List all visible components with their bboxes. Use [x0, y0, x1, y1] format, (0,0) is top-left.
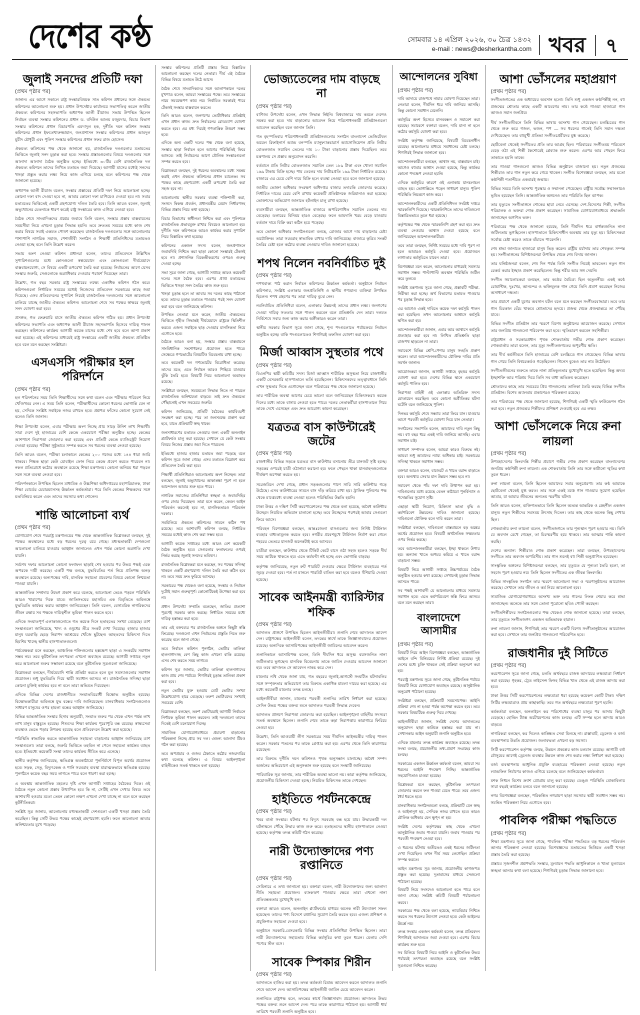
headline-former-law-minister: সাবেক আইনমন্ত্রী ব্যারিস্টার শফিক [259, 590, 384, 619]
page-number: ৭ [605, 35, 618, 57]
paragraph: ঢাকা উত্তর ও দক্ষিণ সিটি করপোরেশনের পক্ষ থেকে বলা হয়েছে, অবৈধ কাউন্টার উচ্ছেদে নিয়মিত অভিযান চালানো হচ্ছে। তবে উচ্ছেদের পরপরই আবার সেগুলো ফিরে আসে। [256, 503, 387, 522]
paragraph: বিভিন্ন সংগীত প্রতিষ্ঠান তার স্মরণে বিশেষ অনুষ্ঠানের আয়োজন করেছে। সেখানে তার জনপ্রিয় গানগুলো পরিবেশন করা হবে। স্মৃতিচারণ করবেন সহশিল্পীরা। [490, 321, 625, 333]
paragraph: নতুন ভোটার যুক্ত হওয়ায় মোট ভোটার সংখ্যা উল্লেখযোগ্য হারে বেড়েছে। তরুণ ভোটারদের সংখ্যাই সবচেয়ে বেশি। [161, 687, 246, 706]
paragraph: সরকারের পক্ষ থেকেও বলা হয়েছে, সংস্কার ও নির্বাচন দুটোই সমান গুরুত্বপূর্ণ। কোনোটিকেই উপেক্ষা করা হবে না। [161, 582, 246, 601]
paragraph: সভা সূত্রে জানা গেছে, আগামী সপ্তাহে আরও কয়েকটি দলের সঙ্গে বৈঠক হবে। এরপর প্রাপ্ত মতামতের ভিত্তিতে খসড়া সনদ তৈরির কাজ শুরু হবে। [161, 270, 246, 288]
paragraph: ইতিমধ্যে হাজার হাজার মতামত জমা পড়েছে বলে কমিশন সূত্রে জানা গেছে। এসব মতামত বিশ্লেষণ করে প্রতিবেদন তৈরি করা হবে। [161, 450, 246, 468]
paragraph: দেশের অন্যান্য শিল্পীরাও শোক প্রকাশ করেছেন। তারা বলছেন, উপমহাদেশের সংগীতে তার অবদান অপরিসীম। তার গান শুনেই বহু শিল্পী অনুপ্রাণিত হয়েছেন। [490, 547, 625, 560]
jump-line: (প্রথম পৃষ্ঠার পর) [15, 524, 51, 531]
paragraph: আদালত প্রাঙ্গণে নিরাপত্তা জোরদার করা হয়েছিল। আইনশৃঙ্খলা বাহিনীর সদস্যরা সতর্ক অবস্থানে ছিলেন। শুনানি শেষে তাকে কড়া নিরাপত্তায় কারাগারে ফিরিয়ে নেওয়া হয়। [256, 711, 387, 731]
headline-ssc-exam-visit: এসএসসি পরীক্ষার হল পরিদর্শনে [31, 355, 134, 384]
paragraph: সংগীতশিল্পীদের সংগঠনগুলোর পক্ষ থেকেও শোক জানানো হয়েছে। তারা বলছেন, তার মৃত্যুতে সংগীতজগৎ একজন অভিভাবক হারাল। [490, 610, 625, 622]
paragraph: সামাজিক যোগাযোগমাধ্যমে অসংখ্য ভক্ত তার গানের লিংক শেয়ার করে শ্রদ্ধা জানাচ্ছেন। অনেকে তার সঙ্গে তোলা পুরোনো ছবিও পোস্ট করছেন। [490, 594, 625, 607]
paragraph: তদন্ত সংস্থার একজন কর্মকর্তা বলেন, তদন্ত প্রতিবেদন শিগগিরই আদালতে জমা দেওয়া হবে। এরপর বিচার কার্যক্রম শুরু হবে। [397, 929, 480, 947]
jump-line: (প্রথম পৃষ্ঠার পর) [490, 830, 527, 837]
paragraph: পর্যবেক্ষকরা মনে করছেন, আঞ্চলিক শক্তিগুলোর হস্তক্ষেপ ছাড়া এ সংকটের সমাধান সম্ভব নয়। তবে কূটনৈতিক তৎপরতা এখনো অব্যাহত রয়েছে। আগামী সপ্তাহে নতুন করে আলোচনা শুরুর সম্ভাবনা রয়েছে বলে কূটনৈতিক সূত্রগুলো জানিয়েছে। [15, 647, 151, 666]
jump-line: (প্রথম পৃষ্ঠার পর) [256, 451, 292, 458]
paragraph: আইনজীবীরা জানান, মামলার পরবর্তী শুনানির তারিখ নির্ধারণ করা হয়েছে। সেদিন উভয় পক্ষের বক্তব্য শুনে আদালত পরবর্তী সিদ্ধান্ত দেবেন। [256, 696, 387, 708]
paragraph: আদালতে হাজির করা হয়। তদন্ত কর্মকর্তা রিমান্ড আবেদন করলে আদালত শুনানি শেষে আদেশ দেন। আসামিপক্ষের আইনজীবী জামিন চেয়ে আবেদন করেন। [256, 980, 387, 992]
paragraph: সেমিনারে এ তথ্য জানানো হয়। বক্তারা বলেন, নারী উদ্যোক্তাদের জন্য আলাদা নীতি সহায়তা প্রয়োজন। ব্যাংকঋণ পাওয়ার ক্ষেত্রে তারা এখনো নানা প্রতিবন্ধকতার মুখোমুখি হন। [256, 883, 387, 902]
paragraph: বিভিন্ন আন্তর্জাতিক সংস্থার হিসাব অনুযায়ী, সংঘাত শুরুর পর থেকে এখন পর্যন্ত লাখ লাখ মানুষ বাস্তুচ্যুত হয়েছে। শিশুদের শিক্ষা কার্যক্রম পুরোপুরি বন্ধ রয়েছে। স্বাস্থ্যসেবা ব্যবস্থাও ভেঙে পড়ার উপক্রম হয়েছে বলে প্রতিবেদনে উল্লেখ করা হয়েছে। [15, 714, 151, 733]
paragraph: সমাবেশে বিভিন্ন শ্রেণি-পেশার মানুষ সংহতি প্রকাশ করেন। তারা আন্দোলনকারীদের যৌক্তিক দাবির প্রতি সমর্থন জানান। [397, 347, 480, 366]
paragraph: আন্দোলনকারীদের একটি প্রতিনিধিদল সংশ্লিষ্ট দপ্তরে স্মারকলিপি দিয়েছে। স্মারকলিপিতে তাদের দাবিগুলো বিস্তারিতভাবে তুলে ধরা হয়েছে। [397, 200, 480, 219]
paragraph: ছোটবেলা থেকেই সংগীতের প্রতি তার আগ্রহ ছিল। পরিবারের সংগীতময় পরিবেশে বেড়ে ওঠা এই শিল্পী কৈশোরেই প্লেব্যাক শুরু করেন। এরপর আর পেছনে ফিরে তাকাতে হয়নি তাকে। [490, 141, 625, 160]
paragraph: শ্রোতাদের কাছে তার সবচেয়ে প্রিয় গানগুলোর তালিকা তৈরি করছে বিভিন্ন সংগীত প্রতিষ্ঠান। বিশেষ অ্যালবাম প্রকাশেরও পরিকল্পনা রয়েছে। [490, 383, 625, 396]
paragraph: সংশ্লিষ্ট দেশের কর্তৃপক্ষের কাছ থেকে এখনো আনুষ্ঠানিক জবাব পাওয়া যায়নি। জবাব পাওয়ার পর পরবর্তী পদক্ষেপ নেওয়া হবে। [397, 824, 480, 842]
paragraph: এদিকে বিভিন্ন দেশের রাজধানীতে সংঘাতবিরোধী বিক্ষোভ অনুষ্ঠিত হয়েছে। বিক্ষোভকারীরা অবিলম্বে যুদ্ধ বন্ধের দাবি জানিয়েছেন। মানবাধিকার সংগঠনগুলোও সাধারণ মানুষের ওপর হামলা বন্ধের আহ্বান জানিয়েছে। [15, 691, 151, 711]
paragraph: বিএনপির স্থায়ী কমিটির সদস্য মির্জা আব্বাস শারীরিক অসুস্থতা নিয়ে রাজধানীর একটি বেসরকারি হাসপাতালে ভর্তি হয়েছিলেন। চিকিৎসকদের তত্ত্বাবধানে তিনি এখন সুস্থতার দিকে এগোচ্ছেন বলে পরিবারের পক্ষ থেকে জানানো হয়েছে। [256, 370, 387, 389]
paragraph: তবে আন্দোলনকারীরা বলছেন, ইচ্ছা থাকলে উপায় হয়। অন্যান্য খাতে অপচয় কমিয়ে এ খাতে বরাদ্দ বাড়ানো সম্ভব। [397, 545, 480, 564]
paragraph: উপস্থিত নেতারা মনে করেন, জাতীয় ঐকমত্যের ভিত্তিতে গৃহীত সিদ্ধান্তই দীর্ঘমেয়াদে রাষ্ট্রকে স্থিতিশীল করবে। এজন্য সবাইকে ছাড় দেওয়ার মানসিকতা নিয়ে এগোতে হবে। [161, 312, 246, 336]
jump-line: (প্রথম পৃষ্ঠার পর) [256, 809, 292, 816]
paragraph: এদিকে সংঘাতপূর্ণ এলাকাগুলোতে গত কয়েক দিনে হতাহতের সংখ্যা বেড়েছে। ত্রাণ সংস্থাগুলো জানিয়েছে, খাদ্য ও ওষুধের তীব্র সংকট দেখা দিয়েছে। হাজার হাজার মানুষ ঘরবাড়ি ছেড়ে নিরাপদ আশ্রয়ের খোঁজে ছুটছেন। আহতদের চিকিৎসা দিতে হিমশিম খাচ্ছে স্থানীয় হাসপাতালগুলো। [15, 619, 151, 644]
paragraph: দীর্ঘ সংগীতজীবনে তিনি বিভিন্ন ভাষায় অসংখ্য গান গেয়েছেন। চলচ্চিত্রের গান থেকে শুরু করে গজল, ভজন, পপ — সব ধরনের গানেই তিনি সমান দক্ষতা দেখিয়েছেন। তার বহুমুখী প্রতিভা সংগীতপ্রেমীদের মুগ্ধ করেছে। [490, 119, 625, 138]
article-columns [10, 65, 630, 1014]
paragraph: শুনানিতে রাষ্ট্রপক্ষ বলে, তদন্তের স্বার্থে জিজ্ঞাসাবাদ প্রয়োজন। আদালত উভয় পক্ষের বক্তব্য শুনে আদেশ দেন। পরে তাকে কারাগারে পাঠানো হয়। আগামী ধার্য তারিখে পরবর্তী শুনানি অনুষ্ঠিত হবে। [256, 995, 387, 1014]
paragraph: পররাষ্ট্র মন্ত্রণালয় সূত্রে জানা গেছে, কূটনৈতিক পর্যায়ে বিষয়টি নিয়ে যোগাযোগ অব্যাহত রয়েছে। আনুষ্ঠানিক অনুরোধ পাঠানো হয়েছে। [397, 677, 480, 695]
paragraph: বৈঠকে আরও বলা হয়, সংস্কার প্রস্তাব বাস্তবায়নে সাংবিধানিক সংশোধনের প্রয়োজন হতে পারে। সেক্ষেত্রে গণভোটের বিষয়টিও বিবেচনায় রাখা হচ্ছে। [161, 339, 246, 357]
headline-bus-counter-congestion: যত্রতত্র বাস কাউন্টারেই জটের [267, 419, 376, 448]
paragraph: সভায় অংশ নেওয়া কমিশন প্রধানরা বলেন, তাদের প্রতিবেদনে উল্লিখিত সুপারিশগুলোর মধ্যে কোনগুলো স্বল্পমেয়াদে এবং কোনগুলো দীর্ঘমেয়াদে বাস্তবায়নযোগ্য, সে বিষয়ে একটি রূপরেখা তৈরি করা হয়েছে। নির্বাচনের আগে যেসব সংস্কার জরুরি, সেগুলোকে অগ্রাধিকার দেওয়ার পরামর্শ দিয়েছেন তারা। [15, 251, 151, 277]
paragraph: সামাজিক যোগাযোগমাধ্যমে প্রচারণা বাড়ানোর পরিকল্পনা নিচ্ছে প্রায় সব দল। এজন্য আলাদা টিমও গঠন করা হয়েছে। [161, 730, 246, 748]
jump-line: (প্রথম পৃষ্ঠার পর) [490, 663, 527, 670]
paragraph: শিক্ষা মন্ত্রণালয় সূত্রে জানা গেছে, পাবলিক পরীক্ষা পদ্ধতিতে বড় ধরনের পরিবর্তন আনার পরিকল্পনা নেওয়া হয়েছে। বিশেষজ্ঞদের মতামতের ভিত্তিতে একটি খসড়া প্রস্তাব তৈরি করা হয়েছে। [490, 838, 625, 857]
paragraph: কমিশনের একজন সদস্য বলেন, জনপ্রশাসনে জবাবদিহি নিশ্চিত করা ছাড়া কোনো সংস্কারই টেকসই হবে না। প্রশাসনিক বিকেন্দ্রীকরণের ওপরও গুরুত্ব দেওয়া হচ্ছে। [161, 242, 246, 267]
paragraph: স্থানীয় সরকার বিভাগ সূত্রে জানা গেছে, শূন্য পদগুলোতে পর্যায়ক্রমে নির্বাচন অনুষ্ঠিত হচ্ছে। বাকি পদগুলোতেও শিগগিরই তফসিল ঘোষণা করা হবে। [256, 325, 387, 337]
paragraph: কর্মসূচির অংশ হিসেবে মানববন্ধন ও সমাবেশ করা হয়েছে। সমাবেশে বক্তারা বলেন, দাবি মানা না হলে কঠোর কর্মসূচি ঘোষণা করা হবে। [397, 116, 480, 135]
paragraph: তার বিরুদ্ধে দুর্নীতি দমন কমিশনও পৃথক অনুসন্ধান চালাচ্ছে। অবৈধ সম্পদ অর্জনের অভিযোগে এই অনুসন্ধান শুরু হয়েছে বলে সংস্থাটি জানিয়েছে। [256, 756, 387, 768]
headline-july-charter: জুলাই সনদের প্রতিটি দফা [22, 72, 143, 86]
paragraph: পরিবারের পক্ষ থেকে জানানো হয়েছে, তিনি দীর্ঘদিন ধরে বার্ধক্যজনিত নানা জটিলতায় ভুগছিলেন। হাসপাতালে চিকিৎসাধীন অবস্থায় তার মৃত্যু হয়। চিকিৎসকরা সর্বোচ্চ চেষ্টা করেও তাকে বাঁচাতে পারেননি। [490, 223, 625, 242]
paragraph: সংশ্লিষ্ট মন্ত্রণালয় সূত্রে জানা গেছে, প্রস্তাবটি পরীক্ষা-নিরীক্ষা করা হচ্ছে। অর্থ বিভাগের মতামত পাওয়ার পর চূড়ান্ত সিদ্ধান্ত হবে। [397, 284, 480, 303]
paragraph: খবর বার্তা সংস্থার। ঘটনার পর বিদ্যুৎ সরবরাহ বন্ধ হয়ে যায়। উদ্ধারকারী দল ঘটনাস্থলে পৌঁছে উদ্ধার কাজ শুরু করে। হতাহতদের স্থানীয় হাসপাতালে নেওয়া হয়েছে। কর্তৃপক্ষ তদন্ত কমিটি গঠন করেছে। [256, 817, 387, 836]
paragraph: প্রসঙ্গত, গত ফেব্রুয়ারি মাসে জাতীয় ঐকমত্য কমিশন গঠিত হয়। প্রধান উপদেষ্টা কমিশনের সভাপতি এবং অধ্যাপক আলী রীয়াজ সহসভাপতি হিসেবে দায়িত্ব পালন করছেন। কমিশনের কার্যক্রম আগামী কয়েক মাসের মধ্যে শেষ হবে বলে আশা প্রকাশ করা হয়েছে। এই কমিশনের মাধ্যমেই রাষ্ট্র সংস্কারের একটি জাতীয় ঐকমত্য প্রতিষ্ঠিত হবে বলে মনে করছেন সংশ্লিষ্টরা। [15, 315, 151, 347]
paragraph: এ অবস্থায় আন্তর্জাতিক মহলের দৃষ্টি এখন আগামী সপ্তাহের বৈঠকের দিকে। ওই বৈঠকে নতুন কোনো প্রস্তাব উত্থাপিত হবে কি না, সেটিই এখন দেখার বিষয়। তবে আশাবাদী হওয়ার মতো তেমন কোনো লক্ষণ এখনো দেখা যাচ্ছে না বলে মনে করছেন কূটনীতিকরা। [15, 780, 151, 806]
paragraph: বিশেষজ্ঞরা মনে করেন, আলোচনার মাধ্যমেই সমস্যার সমাধান সম্ভব। পাল্টাপাল্টি অবস্থান পরিস্থিতি জটিল করে তুলবে। [397, 263, 480, 282]
headline-movement-benefit: আন্দোলনের সুবিধা [399, 72, 478, 83]
paragraph: তার শারীরিক অবস্থা আগের চেয়ে ভালো বলে জানিয়েছেন চিকিৎসকরা। কয়েক দিনের মধ্যে তাকে বাসায় নেওয়া হতে পারে। দলের নেতাকর্মীরা হাসপাতালে গিয়ে তাকে দেখে এসেছেন এবং দ্রুত আরোগ্য কামনা করেছেন। [256, 392, 387, 412]
headline-former-speaker-shirin: সাবেক স্পিকার শিরীন [272, 954, 371, 969]
paragraph: বিষয়টি নিয়ে আইন বিশেষজ্ঞরা বলছেন, আন্তর্জাতিক আইনে বন্দি বিনিময়ের নির্দিষ্ট প্রক্রিয়া রয়েছে। দুই দেশের মধ্যে চুক্তি থাকলে সেই প্রক্রিয়া অনুসরণ করা হয়। [397, 649, 480, 674]
headline-runa-laila-tribute: আশা ভোঁসলেকে নিয়ে রুনা লায়লা [494, 419, 621, 448]
paragraph: মশক নিধনে বিশেষ ক্র্যাশ প্রোগ্রাম চালু করা হয়েছে। ডেঙ্গু পরিস্থিতি মোকাবিলায় সারা বছরই কার্যক্রম চলবে বলে জানানো হয়েছে। [490, 777, 625, 790]
paragraph: মানবাধিকার সংগঠনগুলো বলছে, প্রক্রিয়াটি যেন স্বচ্ছ ও আইনানুগ হয়, সেদিকে নজর রাখতে হবে। কারও মৌলিক অধিকার যেন ক্ষুণ্ন না হয়। [397, 803, 480, 821]
paragraph: পরিদর্শনকালে উপস্থিত ছিলেন মাধ্যমিক ও উচ্চশিক্ষা অধিদপ্তরের মহাপরিচালক, ঢাকা শিক্ষা বোর্ডের চেয়ারম্যানসহ ঊর্ধ্বতন কর্মকর্তারা। পরে তিনি কেন্দ্রের শিক্ষকদের সঙ্গে মতবিনিময় করেন এবং তাদের সমস্যার কথা শোনেন। [15, 480, 151, 499]
paragraph: তার ঘনিষ্ঠজনরা বলেন, শেষ দিন পর্যন্ত তিনি সংগীত নিয়েই ভাবতেন। নতুন গান রেকর্ড করার ইচ্ছাও প্রকাশ করেছিলেন। কিন্তু শরীর আর সঙ্গ দেয়নি। [490, 261, 625, 273]
paragraph: স্থানীয় কর্তৃপক্ষ জানিয়েছে, ক্ষতিগ্রস্ত অবকাঠামো পুনর্নির্মাণে বিপুল অর্থের প্রয়োজন হবে। সড়ক, সেতু, বিদ্যুৎকেন্দ্র ও পানি সরবরাহ ব্যবস্থা মারাত্মকভাবে ক্ষতিগ্রস্ত হয়েছে। পুনর্গঠনে কয়েক বছর সময় লাগতে পারে বলে ধারণা করা হচ্ছে। [15, 758, 151, 777]
headline-women-entrepreneurs-export: নারী উদ্যোক্তাদের পণ্য রপ্তানিতে [269, 843, 374, 873]
jump-line: (প্রথম পৃষ্ঠার পর) [15, 386, 51, 393]
jump-line: (প্রথম পৃষ্ঠার পর) [256, 875, 292, 882]
paragraph: প্রধান উপদেষ্টা সম্প্রতি বলেছেন, জাতির প্রত্যাশা পূরণেই সরকার কাজ করছে। নির্ধারিত সময়ের মধ্যে দায়িত্ব হস্তান্তর করা হবে। [161, 603, 246, 622]
paragraph: অনুষ্ঠানে সরকারি-বেসরকারি বিভিন্ন সংস্থার প্রতিনিধিরা উপস্থিত ছিলেন। তারা নারী উদ্যোক্তাদের সহায়তায় বিভিন্ন কর্মসূচির কথা তুলে ধরেন। মেলায় দেশি পণ্যের স্টল বসে। [256, 927, 387, 947]
paragraph: রুনা লায়লা জানান, শিগগিরই তার স্মরণে একটি বিশেষ সংগীতানুষ্ঠানের আয়োজন করা হবে। সেখানে তার জনপ্রিয় গানগুলো পরিবেশিত হবে। [490, 625, 625, 638]
paragraph: সিটি করপোরেশন কর্তৃপক্ষ বলছে, উন্নয়ন প্রকল্পের কাজ চলমান রয়েছে। আগামী বর্ষা মৌসুমের আগেই ড্রেনেজ ব্যবস্থার উন্নয়ন কাজ শেষ করার লক্ষ্য নির্ধারণ করা হয়েছে। [490, 746, 625, 759]
paragraph: তবে নির্বাচন কমিশন পুনর্গঠন, ভোটার তালিকা হালনাগাদসহ বেশ কিছু কাজ এখনো বাকি রয়েছে। এসব শেষ করতে সময় লাগবে। [161, 645, 246, 664]
headline-asha-bhosle-death: আশা ভোঁসলের মহাপ্রয়াণ [499, 72, 617, 86]
paragraph: শেষ শ্রদ্ধা জানাতে হাজারো মানুষ ভিড় করেন। রাষ্ট্রীয় মর্যাদায় তার শেষকৃত্য সম্পন্ন হয়। সংগীতাঙ্গনের বিশিষ্টজনেরা উপস্থিত থেকে শেষ বিদায় জানান। [490, 245, 625, 258]
paragraph: রাজনৈতিক বিশ্লেষকরা মনে করছেন, সব পক্ষের সদিচ্ছা থাকলে একটি গ্রহণযোগ্য দলিল তৈরি করা কঠিন হবে না। তবে সময় দ্রুত ফুরিয়ে আসছে। [161, 561, 246, 580]
paragraph: আয়োজকরা জানান, আগামী সপ্তাহে বৃহত্তর কর্মসূচি ঘোষণা করা হবে। দেশের বিভিন্ন স্থানে একযোগে কর্মসূচি পালিত হবে। [397, 368, 480, 387]
paragraph: তবে তারা বলছেন, নির্দিষ্ট সময়ের মধ্যে দাবি পূরণ না হলে আবারও কর্মসূচি দেওয়া হবে। প্রয়োজনে লাগাতার কর্মসূচিতে যাবেন তারা। [397, 242, 480, 261]
paragraph: নাগরিক সমাজের প্রতিনিধিরা স্বচ্ছতা ও জবাবদিহির ওপর জোর দিয়েছেন। তারা মনে করেন, কেবল আইন পরিবর্তন করলেই হবে না, মানসিকতারও পরিবর্তন দরকার। [161, 492, 246, 517]
paragraph: কর্তৃপক্ষ জানিয়েছে, নতুন রুট পারমিট দেওয়ার ক্ষেত্রে টার্মিনাল ব্যবহারের শর্ত জুড়ে দেওয়া হবে। শর্ত না মানলে পারমিট বাতিল করা হবে বলেও হুঁশিয়ারি দেওয়া হয়েছে। [256, 563, 387, 582]
jump-line: (প্রথম পৃষ্ঠার পর) [15, 89, 51, 96]
paragraph: সরকারের পক্ষ থেকে বলা হয়েছে, ন্যায়বিচার নিশ্চিত করতে সব ধরনের উদ্যোগ নেওয়া হবে। কেউ আইনের ঊর্ধ্বে নয়। [397, 908, 480, 926]
paragraph: সংশ্লিষ্টরা বলছেন, দাবিগুলো বাস্তবায়নে বড় অঙ্কের অর্থের প্রয়োজন হবে। বিষয়টি অর্থনৈতিক সক্ষমতার ওপর নির্ভর করছে। [397, 524, 480, 543]
paragraph: আন্তর্জাতিক সম্প্রদায় উদ্বেগ প্রকাশ করে বলেছে, আলোচনা ভেঙে পড়লে পরিস্থিতি আরও খারাপের দিকে যাবে। জাতিসংঘের মহাসচিব এক বিবৃতিতে অবিলম্বে যুদ্ধবিরতি কার্যকর করার আহ্বান জানিয়েছেন। তিনি বলেন, বেসামরিক নাগরিকদের জীবন রক্ষায় সব পক্ষকে দায়িত্বশীল ভূমিকা পালন করতে হবে। [15, 590, 151, 615]
column-5 [485, 65, 630, 971]
column-4 [392, 65, 485, 971]
paragraph: সংশ্লিষ্ট কর্তৃপক্ষ জানিয়েছে, বিষয়টি বিবেচনাধীন রয়েছে। আলোচনার মাধ্যমে সমাধানের চেষ্টা চলছে। শিগগিরই সিদ্ধান্ত জানানো হবে। [397, 137, 480, 156]
jump-line: (প্রথম পৃষ্ঠার পর) [256, 972, 292, 978]
jump-line: (প্রথম পৃষ্ঠার পর) [256, 273, 292, 280]
paragraph: তার মৃত্যুতে সংগীতাঙ্গনে শোকের ছায়া নেমে এসেছে। দেশ-বিদেশের শিল্পী, সংগীত পরিচালক ও ভক্তরা শোক প্রকাশ করেছেন। সামাজিক যোগাযোগমাধ্যমে শ্রদ্ধাঞ্জলি জানাচ্ছেন অগণিত ভক্ত। [490, 201, 625, 220]
paragraph: বক্তারা আরও বলেন, অনলাইন প্ল্যাটফর্মের মাধ্যমে অনেক নারী উদ্যোক্তা সফল হয়েছেন। তাদের পণ্য বিদেশে রপ্তানির সুযোগ তৈরি করতে হবে। এজন্য প্রশিক্ষণ ও প্রযুক্তিগত সহায়তা দেওয়া হবে। [256, 905, 387, 924]
paragraph: সংশ্লিষ্ট সূত্র জানায়, আলোচনায় মধ্যস্থতাকারী দেশগুলো একটি খসড়া প্রস্তাব তৈরি করেছিল। কিন্তু সেটি উভয় পক্ষের কাছেই গ্রহণযোগ্য হয়নি। ফলে আলোচনা আবার অনিশ্চয়তার মুখে পড়েছে। [15, 809, 151, 828]
paragraph: সব মিলিয়ে বিষয়টি নিয়ে আইনি ও কূটনৈতিক উভয় পর্যায়েই তৎপরতা অব্যাহত রয়েছে বলে সংশ্লিষ্ট সূত্রগুলো নিশ্চিত করেছে। [397, 950, 480, 968]
paragraph: করপোরেশন সূত্রে জানা গেছে, চলতি অর্থবছরে রাজস্ব আদায়ের লক্ষ্যমাত্রা নির্ধারণ করা হয়েছে। গৃহকর, ট্রেড লাইসেন্স ফিসহ বিভিন্ন খাত থেকে এই রাজস্ব আদায় করা হবে। [490, 671, 625, 690]
paragraph: বিশ্লেষকরা মনে করছেন, কূটনৈতিক তৎপরতা জোরদার করলে ফল পাওয়া যেতে পারে। তবে এজন্য ধৈর্য ধরতে হবে। [397, 782, 480, 800]
paragraph: তার প্রয়াণে একটি যুগের অবসান ঘটল বলে মনে করছেন সংগীতবোদ্ধারা। তবে তার গান চিরকাল বেঁচে থাকবে শ্রোতাদের হৃদয়ে। প্রজন্ম থেকে প্রজন্মান্তরে তা পৌঁছে যাবে। [490, 299, 625, 318]
jump-line: (প্রথম পৃষ্ঠার পর) [490, 451, 527, 458]
jump-line: (প্রথম পৃষ্ঠার পর) [490, 89, 527, 96]
paragraph: তিনি আরও বলেন, পরীক্ষা চলাকালে কেন্দ্রের ২০০ গজের মধ্যে ১৪৪ ধারা জারি থাকবে। শিক্ষক ছাড়া কেউ মোবাইল ফোন নিয়ে কেন্দ্রে প্রবেশ করতে পারবেন না। নকল প্রতিরোধে কঠোর অবস্থানে রয়েছে শিক্ষা মন্ত্রণালয়। কোনো অনিয়ম ধরা পড়লে সঙ্গে সঙ্গে ব্যবস্থা নেওয়া হবে। [15, 452, 151, 477]
paragraph: এ ধরনের ঘটনায় অতীতেও একই ধরনের জটিলতা দেখা দিয়েছিল। তখন দীর্ঘ সময় লেগেছিল প্রক্রিয়া সম্পন্ন করতে। [397, 845, 480, 863]
paragraph: রাজধানীর বিভিন্ন সড়কে যত্রতত্র বাস কাউন্টার বসানোয় তীব্র যানজট সৃষ্টি হচ্ছে। সড়কের ওপরেই যাত্রী ওঠানামা করানো হয়। ফলে পেছনে থাকা যানবাহনগুলোকে দীর্ঘক্ষণ অপেক্ষা করতে হয়। [256, 459, 387, 478]
paragraph: তবে কয়েকটি দল গণভোটের বিরোধিতা করেছে। তাদের মতে, এতে নির্বাচন আরও পিছিয়ে যাওয়ার ঝুঁকি তৈরি হবে। বিষয়টি নিয়ে আলোচনা অব্যাহত রয়েছে। [161, 360, 246, 384]
paragraph: সংগীত সমালোচকরা বলছেন, তার কণ্ঠের বৈচিত্র্য ছিল অতুলনীয়। একই কণ্ঠে রোমান্টিক, দুঃখের, আনন্দের ও ভক্তিমূলক গান গেয়ে তিনি প্রমাণ করেছেন নিজের অসাধারণ দক্ষতা। [490, 277, 625, 296]
paragraph: শিক্ষা উপদেষ্টা বলেন, এবার পরীক্ষায় অংশ নিচ্ছে প্রায় সাড়ে উনিশ লাখ শিক্ষার্থী। সারা দেশে দুই হাজারের বেশি কেন্দ্রে একযোগে পরীক্ষা অনুষ্ঠিত হচ্ছে। কেন্দ্রের আশপাশে নিরাপত্তা জোরদার করা হয়েছে এবং প্রতিটি কেন্দ্রে ম্যাজিস্ট্রেট নিয়োগ দেওয়া হয়েছে। পরীক্ষা সুষ্ঠুভাবে সম্পন্ন করতে সব ধরনের ব্যবস্থা নেওয়া হয়েছে। [15, 423, 151, 449]
paragraph: পরিস্থিতি স্বাভাবিক করতে আন্তর্জাতিক সহায়তা বাড়ানোর আহ্বান জানিয়েছে ত্রাণ সংস্থাগুলো। তারা বলছে, জরুরি ভিত্তিতে তহবিল না পেলে সহায়তা কার্যক্রম ব্যাহত হবে। ইতিমধ্যে কয়েকটি সংস্থা তাদের কার্যক্রম সীমিত করে এনেছে। [15, 736, 151, 755]
paragraph: সংস্কার কমিশনের প্রতিটি প্রস্তাব নিয়ে বিস্তারিত আলোচনা করছেন দলের নেতারা। দীর্ঘ এই বৈঠকে বিভিন্ন বিষয়ে মতামত উঠে আসে। [161, 65, 246, 83]
headline-accused-in-bangladesh: বাংলাদেশে আসামীর [417, 613, 461, 638]
paragraph: রাষ্ট্রপ্রধান ও সরকারপ্রধান পৃথক শোকবার্তায় গভীর শোক প্রকাশ করেছেন। শোকবার্তায় তারা বলেন, তার মৃত্যু সংগীতজগতের অপূরণীয় ক্ষতি। [490, 336, 625, 349]
paragraph: বিশ্লেষকরা বলছেন, দুই ধরনের অবস্থানের মধ্যে সমন্বয় করাই এখন ঐকমত্য কমিশনের প্রধান চ্যালেঞ্জ। সব পক্ষের কাছে গ্রহণযোগ্য একটি রূপরেখা তৈরি করা সহজ হবে না। [161, 167, 246, 192]
column-3 [250, 65, 391, 1014]
masthead [10, 6, 630, 56]
paragraph: বর্জ্য ব্যবস্থাপনায় আধুনিক প্রযুক্তি ব্যবহারের পরিকল্পনা নেওয়া হয়েছে। নতুন ল্যান্ডফিল নির্মাণের কাজও এগিয়ে চলেছে বলে জানিয়েছেন কর্মকর্তারা। [490, 762, 625, 774]
paragraph: তিনি আরও বলেন, জনগণের ভোটাধিকার প্রতিষ্ঠাই এখন প্রধান কাজ। দ্রুত নির্বাচনের রোডম্যাপ ঘোষণা করতে হবে। এর মধ্য দিয়েই গণতান্ত্রিক উত্তরণ সম্ভব হবে। [161, 113, 246, 137]
paragraph: সাধারণ সম্পাদক বলেন, আমরা কারও বিরুদ্ধে নই। আমরা শুধু আমাদের ন্যায্য অধিকার চাই। সরকারের সদিচ্ছা থাকলে সমাধান সম্ভব। [397, 446, 480, 465]
paragraph: যাত্রীরা বলছেন, কাউন্টার থেকে টিকিট কেটে বাসে ওঠা সহজ হলেও সড়কে দীর্ঘ সময় আটকে থাকতে হয়। এতে কর্মঘণ্টা নষ্ট হচ্ছে এবং ভোগান্তি বাড়ছে। [256, 547, 387, 560]
paragraph: অধ্যাপক আলী রীয়াজ বলেন, সংস্কার প্রস্তাবের প্রতিটি দফা নিয়ে আলোচনা হচ্ছে। কোনো দফা বাদ দেওয়া হবে না, আবার কোনো দফা চাপিয়েও দেওয়া হবে না। সবার মতামতের ভিত্তিতেই একটি গ্রহণযোগ্য দলিল তৈরি হবে। তিনি আরও বলেন, জুলাই অভ্যুত্থানের চেতনাকে ধারণ করেই রাষ্ট্র সংস্কারের কাজ এগিয়ে নেওয়া হবে। [15, 187, 151, 213]
paragraph: বৈঠক শেষে সাংবাদিকদের সঙ্গে আলাপকালে দলের মুখপাত্র বলেন, আমরা সংস্কারের পক্ষে। তবে সংস্কারের নামে সময়ক্ষেপণ কাম্য নয়। নির্বাচিত সরকারই পারে টেকসই সংস্কার বাস্তবায়ন করতে। [161, 86, 246, 110]
paragraph: তবে ভোক্তা অধিকার সংগঠনগুলো বলছে, রোজার আগে দাম বাড়ানোর চেষ্টা অযৌক্তিক। তারা সরবরাহ স্বাভাবিক রাখার দাবি জানিয়েছে। বাজারে কৃত্রিম সংকট তৈরির চেষ্টা হলে কঠোর ব্যবস্থা নেওয়ার দাবিও জানানো হয়েছে। [256, 229, 387, 248]
jump-line: (প্রথম পৃষ্ঠার পর) [397, 87, 434, 94]
paragraph: উপমহাদেশের কিংবদন্তি শিল্পীর প্রয়াণে গভীর শোক প্রকাশ করেছেন বাংলাদেশের জনপ্রিয় কণ্ঠশিল্পী রুনা লায়লা। এক শোকবার্তায় তিনি তার সঙ্গে কাটানো স্মৃতির কথা তুলে ধরেন। [490, 459, 625, 478]
jump-line: (প্রথম পৃষ্ঠার পর) [256, 103, 292, 110]
paragraph: হল পরিদর্শনের সময় তিনি শিক্ষার্থীদের সঙ্গে কথা বলেন এবং পরীক্ষার পরিবেশ নিয়ে খোঁজখবর নেন। এ সময় তিনি বলেন, পরীক্ষার্থীদের কোনো ধরনের ভোগান্তি যেন না হয়, সেদিকে সংশ্লিষ্ট সবাইকে নজর রাখতে হবে। প্রশ্নপত্র ফাঁসের কোনো সুযোগ নেই বলেও তিনি জানান। [15, 394, 151, 420]
paragraph: বিষয়টি নিয়ে আগামী সপ্তাহে উচ্চপর্যায়ের বৈঠক অনুষ্ঠিত হওয়ার কথা রয়েছে। সেখানেই চূড়ান্ত সিদ্ধান্ত আসতে পারে। [397, 566, 480, 585]
paragraph: উল্লেখ্য, তিনি আওয়ামী লীগ সরকারের সময় দীর্ঘদিন আইনমন্ত্রীর দায়িত্ব পালন করেন। সরকার পতনের পর তাকে গ্রেপ্তার করা হয়। এরপর থেকে তিনি কারাগারে রয়েছেন। [256, 734, 387, 753]
paragraph: ঢাকা উত্তর সিটি করপোরেশনের লক্ষ্যমাত্রা ধরা হয়েছে কয়েকশ কোটি টাকা। দক্ষিণ সিটির লক্ষ্যমাত্রাও প্রায় কাছাকাছি। তবে গত অর্থবছরে লক্ষ্যমাত্রা পূরণ হয়নি। [490, 693, 625, 705]
paragraph: জানান। এর আগে সকালে রাষ্ট্র সংস্কারবিষয়ক সাত কমিশন প্রধানের সঙ্গে ঐকমত্য কমিশনের আলোচনা শুরু হয়। প্রধান উপদেষ্টার কার্যালয়ে সভাপতিত্ব করেন জাতীয় ঐকমত্য কমিশনের সহসভাপতি অধ্যাপক আলী রীয়াজ। সভায় উপস্থিত ছিলেন নির্বাচন ব্যবস্থা সংস্কার কমিশনের প্রধান ড. বদিউল আলম মজুমদার, বিচার বিভাগ সংস্কার কমিশনের প্রধান বিচারপতি এমদাদুল হক, দুর্নীতি দমন কমিশন সংস্কার কমিশনের প্রধান ইফতেখারুজ্জামান, জনপ্রশাসন সংস্কার কমিশনের প্রধান আবদুল মুয়ীদ চৌধুরী এবং পুলিশ সংস্কার কমিশনের প্রধান সফর রাজ হোসেন। [15, 97, 151, 142]
paragraph: সরেজমিনে দেখা গেছে, প্রধান সড়কগুলোর পাশে সারি সারি কাউন্টার গড়ে উঠেছে। এসব কাউন্টারের সামনে বাস দাঁড় করিয়ে রাখা হয়। ট্রাফিক পুলিশের পক্ষ থেকে মাঝেমধ্যে ব্যবস্থা নেওয়া হলেও পরিস্থিতির উন্নতি হয়নি। [256, 481, 387, 500]
paragraph: আন্দোলনকারীরা বলছেন, আশ্বাস নয়, বাস্তবায়ন চাই। আগেও বহুবার আশ্বাস দেওয়া হয়েছে, কিন্তু কার্যকর কোনো পদক্ষেপ নেওয়া হয়নি। [397, 158, 480, 177]
paragraph: দিনভর কর্মসূচি শেষে সন্ধ্যায় তারা ফিরে যান। যাওয়ার আগে পরবর্তী কর্মসূচির ঘোষণা দিয়ে যান নেতারা। [397, 411, 480, 423]
paragraph: মামলার নথি থেকে জানা যায়, গত বছরের জুলাই-আগস্টে সংঘটিত ঘটনাবলির সঙ্গে সম্পৃক্ততার অভিযোগে তার বিরুদ্ধে একাধিক মামলা দায়ের করা হয়েছে। এর মধ্যে কয়েকটি মামলার তদন্ত চলছে। [256, 674, 387, 693]
paragraph: তবে অপপ্রচার ও গুজব ঠেকাতে কঠোর নজরদারির কথা বলেছে কমিশন। এ বিষয়ে আইনশৃঙ্খলা বাহিনীকেও সতর্ক থাকতে বলা হয়েছে। [161, 751, 246, 769]
paragraph: বিশ্লেষকরা বলছেন, দীর্ঘমেয়াদি শান্তি প্রতিষ্ঠা করতে হলে মূল সমস্যাগুলোর সমাধান প্রয়োজন। শুধু যুদ্ধবিরতি দিয়ে স্থায়ী সমাধান আসবে না। রাজনৈতিক সদিচ্ছা ছাড়া কোনো চুক্তিই কার্যকর হবে না বলে তারা অভিমত দিয়েছেন। [15, 669, 151, 688]
headline-haiti-tourist-center: হাইতিতে পর্যটনকেন্দ্রে [272, 791, 371, 806]
paragraph: শপথবাক্য পাঠ করান নির্বাচন কমিশনের ঊর্ধ্বতন কর্মকর্তা। অনুষ্ঠানে নির্বাচন কমিশনার, সংশ্লিষ্ট এলাকার জনপ্রতিনিধি ও স্থানীয় গণ্যমান্য ব্যক্তিরা উপস্থিত ছিলেন। শপথ গ্রহণের পর তারা দায়িত্ব বুঝে নেন। [256, 281, 387, 300]
masthead-right [408, 35, 627, 55]
paragraph: এছাড়া স্থায়ী নিয়োগ, চিকিৎসা ভাতা বৃদ্ধি ও কর্মপরিবেশ উন্নয়নের দাবিও জানানো হয়েছে। দাবিগুলো যৌক্তিক বলে দাবি করেন তারা। [397, 503, 480, 522]
paragraph: বিষয়টি নিয়ে সংসদেও আলোচনা হতে পারে বলে জানা গেছে। সংশ্লিষ্ট কমিটি বিষয়টি পর্যালোচনা করবে। [397, 887, 480, 905]
paragraph: বক্তারা আরও বলেন, বাজেটে এ খাতে বরাদ্দ বাড়াতে হবে। অন্যথায় সেবার মান উন্নয়ন সম্ভব হবে না। [397, 467, 480, 480]
paragraph: সংশ্লিষ্টরা বলছেন, সময়মতো সিদ্ধান্ত নিতে না পারলে রাজনৈতিক অনিশ্চয়তা বাড়বে। তাই দ্রুত ঐকমত্যে পৌঁছানোই এখন সবচেয়ে জরুরি। [161, 387, 246, 405]
paragraph: সংশ্লিষ্টরা বলছেন, প্রক্রিয়াটি সময়সাপেক্ষ। আইনি প্রক্রিয়া শেষ না হওয়া পর্যন্ত অপেক্ষা করতে হবে। তবে সরকার বিষয়টিকে গুরুত্ব দিয়ে দেখছে। [397, 698, 480, 716]
paragraph: যোগাযোগ শেষে পররাষ্ট্র মন্ত্রণালয়ের পক্ষ থেকে আন্তর্জাতিক বিশ্লেষকরা বলছেন, দুই পক্ষের অবস্থানের মধ্যে বড় ধরনের দূরত্ব রয়ে গেছে। মধ্যস্থতাকারী দেশগুলো আলোচনা চালিয়ে যাওয়ার আহ্বান জানালেও এখন পর্যন্ত কোনো অগ্রগতি দেখা যায়নি। [15, 532, 151, 558]
paragraph: তার দীর্ঘ কর্মজীবনে তিনি হাজারের বেশি চলচ্চিত্রে গান গেয়েছেন। বিভিন্ন ভাষার গান গেয়ে তিনি বিশ্বরেকর্ডও গড়েছিলেন। গিনেস বুকেও তার নাম উঠেছিল। [490, 352, 625, 365]
paragraph: পারিবারিক সূত্র জানায়, তার শারীরিক অবস্থা ভালো নয়। কারা কর্তৃপক্ষ জানিয়েছে, প্রয়োজনীয় চিকিৎসা দেওয়া হচ্ছে। নিয়মিত চিকিৎসক তাকে দেখছেন। [256, 771, 387, 784]
paragraph: এদিকে মামলার তদন্ত কার্যক্রম অব্যাহত রয়েছে। তদন্ত সংস্থা বলছে, প্রয়োজনীয় তথ্য-প্রমাণ সংগ্রহের কাজ চলছে। [397, 740, 480, 758]
paragraph: আলোচনায় স্থানীয় সরকার ব্যবস্থা শক্তিশালী করা, সংসদে দ্বিকক্ষ প্রবর্তন, প্রধানমন্ত্রীর মেয়াদ নির্ধারণসহ বিভিন্ন প্রস্তাব নিয়ে কথা হয়েছে। [161, 194, 246, 213]
headline-peace-talks-failed: শান্তি আলোচনা ব্যর্থ [36, 507, 130, 522]
paragraph: আইন মন্ত্রণালয় সূত্র জানায়, প্রয়োজনীয় কাগজপত্র প্রস্তুত করা হয়েছে। দূতাবাসের মাধ্যমে সেগুলো পাঠানো হয়েছে। [397, 866, 480, 884]
headline-two-city-corporations: রাজধানীর দুই সিটিতে [507, 645, 608, 660]
paragraph: কর্মকর্তারা বলছেন, অনলাইনে কর পরিশোধের ব্যবস্থা চালুর পর আদায় কিছুটা বেড়েছে। হোল্ডিং ট্যাক্স অটোমেশনের কাজ চলছে। এটি সম্পন্ন হলে আদায় আরও বাড়বে। [490, 708, 625, 727]
contact-email: e-mail : news@desherkantha.com [431, 46, 532, 54]
paragraph: সবমিলিয়ে ঐকমত্য কমিশনের সামনে কঠিন পথ রয়েছে। তবে আশাবাদী কমিশন বলছে, নির্ধারিত সময়ের মধ্যেই কাজ শেষ করা সম্ভব হবে। [161, 519, 246, 538]
paragraph: আইনজীবীরা জানান, সংশ্লিষ্ট দেশের আদালতের অনুমোদন ছাড়া কাউকে হস্তান্তর করা যায় না। সেখানকার আইন অনুযায়ী শুনানি অনুষ্ঠিত হবে। [397, 719, 480, 737]
paragraph: নবনির্বাচিত প্রতিনিধিরা বলেন, এলাকার উন্নয়নই তাদের প্রধান লক্ষ্য। জনগণের দেওয়া দায়িত্ব সততার সঙ্গে পালন করবেন বলে প্রতিশ্রুতি দেন তারা। দলমত নির্বিশেষে সবার জন্য কাজ করার অঙ্গীকারও করেন তারা। [256, 303, 387, 322]
paragraph: বিশ্লেষকরা বলছেন, তরুণ ভোটাররাই আগামী নির্বাচনে নির্ণায়ক ভূমিকা পালন করবেন। তাই দলগুলো তাদের দিকেই বেশি মনোযোগ দিচ্ছে। [161, 708, 246, 727]
paragraph: জনসাধারণের মতামত নেওয়ার জন্য একটি অনলাইন প্ল্যাটফর্মও চালু করা হয়েছে। সেখানে যে কেউ সংস্কার বিষয়ে নিজের প্রস্তাব জমা দিতে পারবেন। [161, 429, 246, 447]
headline-oath-newly-elected: শপথ নিলেন নবনির্বাচিত দুই [257, 255, 386, 270]
masthead-divider [12, 59, 628, 60]
paragraph: খসড়া চূড়ান্ত হলে তা আবার সব দলের কাছে পাঠানো হবে। তাদের চূড়ান্ত মতামত পাওয়ার পরই সনদ ঘোষণা করা হবে বলে জানিয়েছে কমিশন। [161, 291, 246, 309]
paragraph: আদালত প্রাঙ্গণে উপস্থিত ছিলেন আইনজীবীরা। শুনানি শেষে আদালত আদেশ দেন। রাষ্ট্রপক্ষের আইনজীবী বলেন, তদন্তের স্বার্থে তাকে জিজ্ঞাসাবাদের প্রয়োজন রয়েছে। অন্যদিকে আসামিপক্ষের আইনজীবী জামিনের আবেদন করেন। [256, 629, 387, 649]
headline-public-exam-system: পাবলিক পরীক্ষা পদ্ধতিতে [499, 813, 617, 828]
paragraph: কমিশন সূত্র জানায়, ভোটার তালিকা হালনাগাদের কাজ প্রায় শেষ পর্যায়ে। শিগগিরই চূড়ান্ত তালিকা প্রকাশ করা হবে। [161, 666, 246, 685]
paragraph: সংগীতজীবনের শুরুতে তাকে নানা প্রতিকূলতার মুখোমুখি হতে হয়েছিল। কিন্তু অদম্য ইচ্ছাশক্তি আর পরিশ্রম দিয়ে তিনি সব বাধা অতিক্রম করেছেন। [490, 368, 625, 380]
j ump-line: (প্রথম পৃষ্ঠার পর) [397, 641, 434, 648]
paragraph: জাতীয় ভোক্তা অধিকার সংরক্ষণ অধিদপ্তর বাজার তদারকি জোরদার করেছে। নির্ধারিত দামের চেয়ে বেশি রাখায় কয়েকটি প্রতিষ্ঠানকে জরিমানাও করা হয়েছে। ভোক্তাদের অভিযোগ জানাতে হটলাইন চালু রাখা হয়েছে। [256, 184, 387, 203]
paragraph: বর্তমানে প্রতি লিটার বোতলজাত সয়াবিন তেল ১৮৯ টাকা এবং খোলা সয়াবিন ১৬৯ টাকায় বিক্রি হচ্ছে। পাম তেলের দাম লিটারপ্রতি ১৬৯ টাকা নির্ধারিত রয়েছে। বাজারে এর চেয়ে বেশি দামে বিক্রি হলে ব্যবস্থা নেওয়া হবে বলে জানানো হয়েছে। [256, 162, 387, 181]
paragraph: দাবি আদায়ে রাজপথে নামার ঘোষণা দিয়েছেন তারা। নেতারা বলেন, দীর্ঘদিন ধরে দাবি জানিয়ে আসছি। কিন্তু কোনো সমাধান মেলেনি। [397, 95, 480, 114]
paragraph: বাণিজ্য উপদেষ্টা বলেন, এখন সিদ্ধান্ত নিইনি। বিশ্ববাজারে দাম কমলে দেশেও সমন্বয় করা হবে। দাম বাড়ানোর আবেদন নিয়ে পরিশোধনকারী প্রতিষ্ঠানগুলো আবেদন করেছিল বলে জানান তিনি। [256, 111, 387, 130]
paragraph: সব পক্ষই আশাবাদী যে আলোচনার মাধ্যমে সমস্যার সমাধান হবে। এতে কর্মপরিবেশে স্বস্তি ফিরে আসবে বলে মনে করছেন তারা। [397, 587, 480, 606]
paragraph: নাগরিকরা বলছেন, কর দিলেও কাঙ্ক্ষিত সেবা মিলছে না। রাস্তাঘাট, ড্রেনেজ ও বর্জ্য ব্যবস্থাপনায় উন্নতি প্রয়োজন। জলাবদ্ধতা এখনো বড় সমস্যা। [490, 731, 625, 743]
paragraph: তার এই বক্তব্যের পর রাজনৈতিক অঙ্গনে কিছুটা স্বস্তি ফিরেছে। দলগুলো এখন নির্বাচনের প্রস্তুতি নিতে শুরু করেছে বলে জানা গেছে। [161, 624, 246, 643]
paragraph: কমিশন জানিয়েছে, প্রতিটি বৈঠকের কার্যবিবরণী সংরক্ষণ করা হচ্ছে। পরে তা জনসমক্ষে প্রকাশ করা হবে, যাতে প্রক্রিয়াটি স্বচ্ছ থাকে। [161, 408, 246, 426]
paragraph: বিভিন্ন সাংস্কৃতিক সংগঠন তার স্মরণে আলোচনা সভা ও স্মরণানুষ্ঠানের আয়োজন করেছে। সেখানে তার জীবন ও কর্ম নিয়ে আলোচনা হবে। [490, 578, 625, 591]
newspaper-logo: দেশের কণ্ঠ [28, 17, 152, 57]
masthead-meta [408, 35, 540, 55]
paragraph: রুনা লায়লা বলেন, তিনি ছিলেন আমাদের সবার অনুপ্রেরণা। তার কণ্ঠ আমাকে ছোটবেলা থেকেই মুগ্ধ করত। তার সঙ্গে একই মঞ্চে গান গাওয়ার সুযোগ হয়েছিল আমার, যা আমার জীবনের অন্যতম স্মরণীয় ঘটনা। [490, 481, 625, 500]
paragraph: তার গাওয়া গানগুলো আজও বিভিন্ন অনুষ্ঠানে বাজানো হয়। নতুন প্রজন্মের শিল্পীরাও তার গান নতুন করে গেয়ে থাকেন। সংগীত বিশেষজ্ঞরা বলছেন, তার মতো কণ্ঠশিল্পী শতাব্দীতে একবারই জন্মায়। [490, 163, 625, 182]
paragraph: তিনি আরও বলেন, ব্যক্তিগতভাবে তিনি ছিলেন অত্যন্ত আন্তরিক ও স্নেহশীল একজন মানুষ। নতুন শিল্পীদের সবসময় উৎসাহ দিতেন। তার কাছ থেকে অনেক কিছু শেখার ছিল। [490, 503, 625, 522]
paragraph: বিচার বিভাগের স্বাধীনতা নিশ্চিত করা এবং পুলিশকে রাজনৈতিক প্রভাবমুক্ত রাখার বিষয়েও আলোচনা হয়। দুর্নীতি দমন কমিশনকে আরও কার্যকর করার সুপারিশ নিয়ে বিস্তারিত কথা হয়েছে। [161, 215, 246, 240]
jump-line: (প্রথম পৃষ্ঠার পর) [256, 362, 292, 369]
paragraph: এদিকে কর্মসূচির কারণে ওই এলাকায় যানচলাচল ব্যাহত হয়। ভোগান্তিতে পড়েন সাধারণ মানুষ। পুলিশ পরিস্থিতি নিয়ন্ত্রণে কাজ করে। [397, 179, 480, 198]
paragraph: এদিকে অন্য একটি দলের পক্ষ থেকে বলা হয়েছে, সংস্কার ছাড়া নির্বাচন হলে আগের পরিস্থিতিই ফিরে আসবে। তাই নির্বাচনের আগে মৌলিক সংস্কারগুলো সম্পন্ন করতে হবে। [161, 140, 246, 164]
paragraph: শোকবার্তায় রুনা লায়লা বলেন, সংগীতজগতে তার শূন্যস্থান পূরণ হওয়ার নয়। তিনি যে অবদান রেখে গেছেন, তা চিরস্মরণীয় হয়ে থাকবে। তার আত্মার শান্তি কামনা করছি। [490, 525, 625, 544]
paragraph: উল্লেখ্য, গত বছর সরকার রাষ্ট্র সংস্কারের লক্ষ্যে একাধিক কমিশন গঠন করে। কমিশনগুলো নির্ধারিত সময়ের মধ্যেই নিজেদের প্রতিবেদন সরকারের কাছে জমা দিয়েছে। এসব প্রতিবেদনের সুপারিশ নিয়েই রাজনৈতিক দলগুলোর সঙ্গে আলোচনা চালিয়ে যাচ্ছে জাতীয় ঐকমত্য কমিশন। আলোচনা শেষে সব পক্ষের স্বাক্ষরে জুলাই সনদ ঘোষণা করা হবে। [15, 280, 151, 312]
paragraph: এর আগেও একই দাবিতে কয়েক দফা কর্মসূচি পালন করা হয়েছিল। তখন আলোচনার আশ্বাসে কর্মসূচি স্থগিত করা হয়। [397, 305, 480, 324]
paragraph: কর্তৃপক্ষের পক্ষ থেকে স্মারকলিপি গ্রহণ করা হয়। দ্রুত ব্যবস্থা নেওয়ার আশ্বাস দেওয়া হয়েছে বলে জানিয়েছেন আন্দোলনকারীরা। [397, 221, 480, 240]
paragraph: বিভিন্ন সময়ে তিনি অসংখ্য পুরস্কার ও সম্মাননা পেয়েছেন। রাষ্ট্রীয় সর্বোচ্চ সম্মাননায়ও ভূষিত হয়েছেন তিনি। আন্তর্জাতিক অঙ্গনেও তার পরিচিতি ছিল ব্যাপক। [490, 185, 625, 198]
paragraph: শিক্ষার্থী প্রতিনিধিরাও আলোচনায় অংশ নিচ্ছেন। তারা বলছেন, জুলাই অভ্যুত্থানের আকাঙ্ক্ষা পূরণ না হলে আন্দোলন আবার শুরু হতে পারে। [161, 471, 246, 489]
paragraph: নগর বিশেষজ্ঞরা বলছেন, পরিকল্পিত নগরায়ণ ছাড়া সমস্যার স্থায়ী সমাধান সম্ভব নয়। সমন্বিত পরিকল্পনা নিয়ে এগোতে হবে। [490, 793, 625, 805]
paragraph: তার পরিবারের পক্ষ থেকে জানানো হয়েছে, শিগগিরই একটি স্মৃতি ফাউন্ডেশন গঠন করা হবে। নতুন প্রজন্মের শিল্পীদের প্রশিক্ষণ দেওয়াই হবে এর লক্ষ্য। [490, 399, 625, 411]
headline-mirza-abbas-recovering: মির্জা আব্বাস সুস্থতার পথে [259, 345, 384, 360]
paragraph: সাংস্কৃতিক অঙ্গনের বিশিষ্টজনেরা বলছেন, তার মৃত্যুতে যে শূন্যতা তৈরি হলো, তা সহজে পূরণ হওয়ার নয়। তিনি ছিলেন সংগীতের এক জীবন্ত কিংবদন্তি। [490, 563, 625, 575]
paragraph: সর্বশেষ দফার আলোচনা কোনো ফলাফল ছাড়াই শেষ হওয়ার পর উভয় পক্ষই একে অপরকে দায়ী করেছে। একটি পক্ষ বলছে, যুদ্ধবিরতির শর্ত নিয়ে প্রতিপক্ষ অনড় অবস্থানে রয়েছে। অন্যপক্ষের দাবি, মানবিক সহায়তা প্রবেশের বিষয়ে কোনো নিশ্চয়তা পাওয়া যায়নি। [15, 561, 151, 587]
section-label: খবর [540, 35, 596, 56]
headline-edible-oil-price: ভোজ্যতেলের দাম বাড়ছে না [263, 72, 380, 101]
paragraph: সরকারের একজন ঊর্ধ্বতন কর্মকর্তা বলেন, আমরা সব ধরনের আইনি পদক্ষেপ নিচ্ছি। আন্তর্জাতিক সহযোগিতাও চাওয়া হয়েছে। [397, 761, 480, 779]
paragraph: ব্যবসায়ীরা বলছেন, আন্তর্জাতিক বাজারে অপরিশোধিত সয়াবিন তেলের দাম বেড়েছে। ডলারের বিনিময় হারও বেড়েছে। ফলে আমদানি খরচ বেড়ে যাওয়ায় বর্তমান দামে বিক্রি করা কঠিন হয়ে পড়েছে। [256, 206, 387, 225]
paragraph: প্রস্তাবে সৃজনশীল প্রশ্নপদ্ধতি সংস্কার, মূল্যায়ন পদ্ধতি আধুনিকায়ন ও খাতা মূল্যায়নে স্বচ্ছতা আনার কথা বলা হয়েছে। শিগগিরই চূড়ান্ত সিদ্ধান্ত জানানো হবে। [490, 861, 625, 873]
paragraph: শুনানিকালে আসামিপক্ষ বলেন, তিনি দীর্ঘদিন ধরে অসুস্থ। বয়সজনিত নানা জটিলতায় ভুগছেন। মানবিক বিবেচনায় তাকে জামিন দেওয়ার আবেদন জানানো হয়। তবে আদালত সে আবেদন নাকচ করে দেন। [256, 652, 387, 671]
paragraph: আগামী কয়েক সপ্তাহের মধ্যে আরও বেশ কয়েকটি বৈঠক অনুষ্ঠিত হবে। সেগুলোর ফলাফলের ওপরই নির্ভর করছে জুলাই সনদের ভবিষ্যৎ। [161, 540, 246, 559]
paragraph: ঐকমত্য কমিশনের পক্ষ থেকে জানানো হয়, রাজনৈতিক দলগুলোর মতামতের ভিত্তিতে জুলাই সনদ চূড়ান্ত করা হবে। সংস্কার প্রস্তাবগুলোর বিষয়ে দলগুলোর সঙ্গে আলাদা আলাদা বৈঠক অনুষ্ঠিত হচ্ছে। ইতিমধ্যে ৩০টির বেশি রাজনৈতিক দল ঐকমত্য কমিশনে তাদের লিখিত মতামত জমা দিয়েছে। আগামী মাসের মধ্যেই সনদের খসড়া প্রস্তুত করার লক্ষ্য নিয়ে কাজ এগিয়ে চলছে বলে কমিশনের পক্ষ থেকে জানানো হয়েছে। [15, 145, 151, 184]
publication-date: সোমবার ১৪ এপ্রিল ২০২৬, ৩০ চৈত্র ১৪৩২ [407, 35, 532, 45]
paragraph: সমাবেশ থেকে পাঁচ দফা দাবি উত্থাপন করা হয়। দাবিগুলোর মধ্যে রয়েছে বেতন কাঠামো পুনর্বিন্যাস ও পদোন্নতির সুযোগ সৃষ্টি। [397, 482, 480, 501]
paragraph: বৈঠক শেষে সাংবাদিকদের প্রশ্নের জবাবে তিনি বলেন, সংস্কার প্রস্তাব বাস্তবায়নের সময়সীমা নিয়ে এখনো চূড়ান্ত সিদ্ধান্ত হয়নি। তবে দ্রুততম সময়ের মধ্যে কাজ শেষ করার বিষয়ে সবাই একমত পোষণ করেছেন। রাজনৈতিক দলগুলোর সঙ্গে আলোচনার পাশাপাশি নাগরিক সমাজ, পেশাজীবী সংগঠন ও শিক্ষার্থী প্রতিনিধিদের মতামতও নেওয়া হচ্ছে বলে তিনি উল্লেখ করেন। [15, 216, 151, 248]
paragraph: সংগঠনের সভাপতি বলেন, আমাদের দাবি নতুন কিছু নয়। বহু বছর ধরে একই দাবি জানিয়ে আসছি। এবার সমাধান চাই। [397, 425, 480, 444]
jump-line: (প্রথম পৃষ্ঠার পর) [256, 621, 292, 628]
paragraph: পরিবহন বিশেষজ্ঞরা বলছেন, আন্তঃজেলা বাসগুলোর জন্য নির্দিষ্ট টার্মিনাল ব্যবহার বাধ্যতামূলক করতে হবে। নগরীর প্রবেশমুখে টার্মিনাল নির্মাণ করা গেলে শহরের ভেতরে যানজট অনেকটাই কমে আসবে। [256, 525, 387, 544]
paragraph: সংগীতজগতের এক অধ্যায়ের অবসান হলো। তিনি শুধু একজন কণ্ঠশিল্পীই নন, বহু প্রজন্মের শ্রোতার কাছে একটি আবেগের নাম। তার কণ্ঠে গাওয়া হাজারো গান আজও সমান জনপ্রিয়। [490, 97, 625, 116]
paragraph: নিরাপত্তা বাহিনী ওই এলাকায় অতিরিক্ত সদস্য মোতায়েন করেছিল। তবে কোনো অপ্রীতিকর ঘটনা ঘটেনি বলে জানিয়েছে পুলিশ। [397, 389, 480, 408]
paragraph: গত বৃহস্পতিবার পরিশোধনকারী প্রতিষ্ঠানগুলোর সংগঠন বাংলাদেশ ভেজিটেবল অয়েল রিফাইনার্স অ্যান্ড বনস্পতি ম্যানুফ্যাকচারার্স অ্যাসোসিয়েশন প্রতি লিটার বোতলজাত সয়াবিন তেলের দাম ১০ টাকা বাড়ানোর প্রস্তাব দিয়েছিল। তবে মন্ত্রণালয় সে প্রস্তাব অনুমোদন করেনি। [256, 133, 387, 159]
column-1 [10, 65, 155, 971]
paragraph: আন্দোলনকারীরা জানান, এবার আর আশ্বাসে কর্মসূচি প্রত্যাহার করা হবে না। লিখিত প্রতিশ্রুতি ছাড়া রাজপথ ছাড়বেন না তারা। [397, 326, 480, 345]
column-2 [155, 65, 250, 971]
